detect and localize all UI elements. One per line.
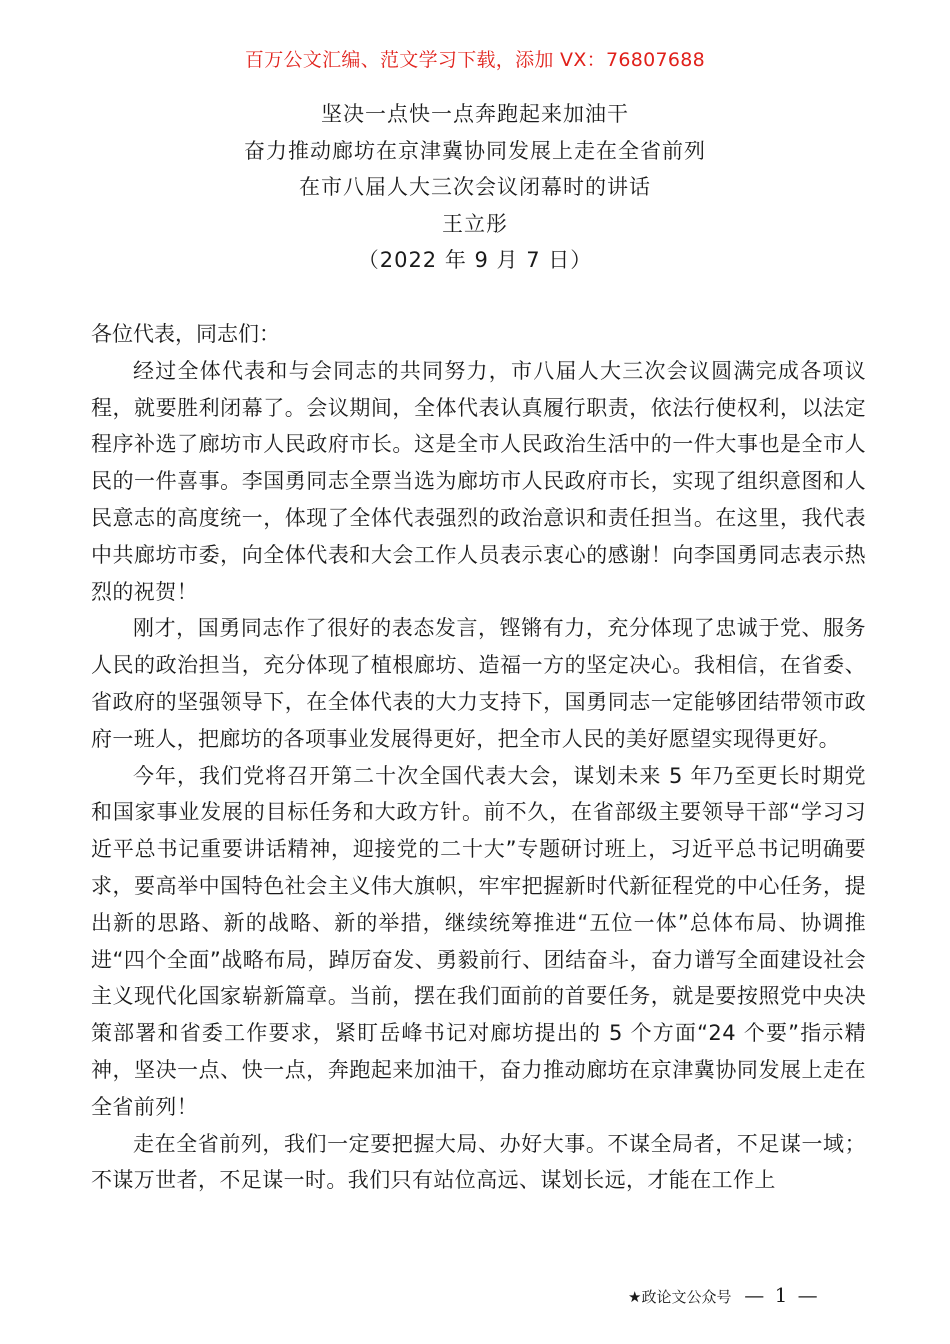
speech-date: （2022 年 9 月 7 日） (357, 248, 593, 272)
title-block (0, 96, 950, 279)
paragraph: 经过全体代表和与会同志的共同努力，市八届人大三次会议圆满完成各项议程，就要胜利闭幕了。会议期间，全体代表认真履行职责，依法行使权利，以法定程序补选了廊坊市人民政府市长。这是全市人民政治生活中的一件大事也是全市人民的一件喜事。李国勇同志全票当选为廊坊市人民政府市长，实现了组织意图和人民意志的高度统一，体现了全体代表强烈的政治意识和责任担当。在这里，我代表中共廊坊市委，向全体代表和大会工作人员表示衷心的感谢！向李国勇同志表示热烈的祝贺！ (91, 358, 866, 604)
salutation: 各位代表，同志们： (91, 322, 280, 346)
page-number: — 1 — (744, 1283, 820, 1307)
page-footer (628, 1283, 820, 1309)
author-name: 王立彤 (442, 211, 508, 236)
subtitle: 奋力推动廊坊在京津冀协同发展上走在全省前列 (244, 138, 706, 163)
main-title: 坚决一点快一点奔跑起来加油干 (321, 102, 629, 126)
promo-banner: 百万公文汇编、范文学习下载，添加 VX：76807688 (244, 49, 706, 71)
footer-source: ★政论文公众号 (628, 1288, 732, 1306)
speech-occasion: 在市八届人大三次会议闭幕时的讲话 (299, 175, 651, 199)
paragraph: 刚才，国勇同志作了很好的表态发言，铿锵有力，充分体现了忠诚于党、服务人民的政治担当，充分体现了植根廊坊、造福一方的坚定决心。我相信，在省委、省政府的坚强领导下，在全体代表的大力支持下，国勇同志一定能够团结带领市政府一班人，把廊坊的各项事业发展得更好，把全市人民的美好愿望实现得更好。 (91, 616, 866, 751)
paragraph: 走在全省前列，我们一定要把握大局、办好大事。不谋全局者，不足谋一域；不谋万世者，不足谋一时。我们只有站位高远、谋划长远，才能在工作上 (91, 1131, 866, 1193)
paragraph: 今年，我们党将召开第二十次全国代表大会，谋划未来 5 年乃至更长时期党和国家事业发展的目标任务和大政方针。前不久，在省部级主要领导干部“学习习近平总书记重要讲话精神，迎接党的二十大”专题研讨班上，习近平总书记明确要求，要高举中国特色社会主义伟大旗帜，牢牢把握新时代新征程党的中心任务，提出新的思路、新的战略、新的举措，继续统筹推进“五位一体”总体布局、协调推进“四个全面”战略布局，踔厉奋发、勇毅前行、团结奋斗，奋力谱写全面建设社会主义现代化国家崭新篇章。当前，摆在我们面前的首要任务，就是要按照党中央决策部署和省委工作要求，紧盯岳峰书记对廊坊提出的 5 个方面“24 个要”指示精神，坚决一点、快一点，奔跑起来加油干，奋力推动廊坊在京津冀协同发展上走在全省前列！ (91, 763, 866, 1119)
document-body (91, 316, 866, 1199)
